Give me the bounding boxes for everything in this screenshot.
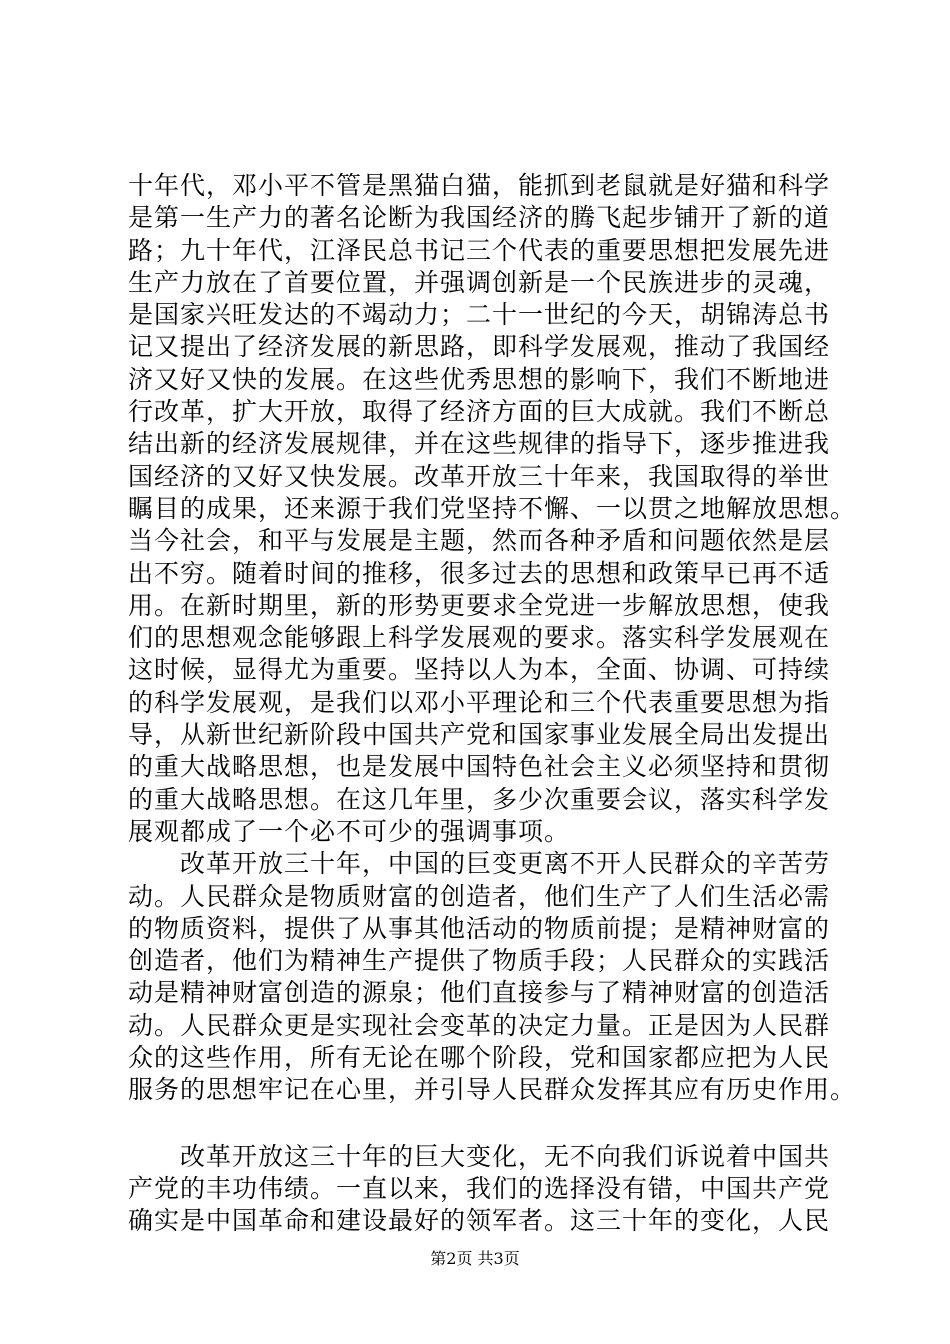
- body-text: [128, 170, 857, 1238]
- text-line: 服务的思想牢记在心里，并引导人民群众发挥其应有历史作用。: [128, 1075, 857, 1105]
- text-line: 产党的丰功伟绩。一直以来，我们的选择没有错，中国共产党: [128, 1173, 831, 1203]
- paragraph-first-line: 改革开放三十年，中国的巨变更离不开人民群众的辛苦劳: [180, 849, 831, 879]
- text-line: 行改革，扩大开放，取得了经济方面的巨大成就。我们不断总: [128, 397, 831, 427]
- text-line: 确实是中国革命和建设最好的领军者。这三十年的变化，人民: [128, 1206, 831, 1236]
- text-line: 当今社会，和平与发展是主题，然而各种矛盾和问题依然是层: [128, 526, 831, 556]
- page-footer: [0, 1246, 950, 1269]
- text-line: 路；九十年代，江泽民总书记三个代表的重要思想把发展先进: [128, 235, 831, 265]
- text-line: 们的思想观念能够跟上科学发展观的要求。落实科学发展观在: [128, 623, 831, 653]
- text-line: 动是精神财富创造的源泉；他们直接参与了精神财富的创造活: [128, 978, 831, 1008]
- text-line: 国经济的又好又快发展。改革开放三十年来，我国取得的举世: [128, 461, 831, 491]
- text-line: 导，从新世纪新阶段中国共产党和国家事业发展全局出发提出: [128, 720, 831, 750]
- page-number-label: 第2页 共3页: [430, 1249, 520, 1268]
- text-line: 众的这些作用，所有无论在哪个阶段，党和国家都应把为人民: [128, 1043, 831, 1073]
- text-line: 的物质资料，提供了从事其他活动的物质前提；是精神财富的: [128, 913, 831, 943]
- text-line: 的重大战略思想，也是发展中国特色社会主义必须坚持和贯彻: [128, 752, 831, 782]
- text-line: 是第一生产力的著名论断为我国经济的腾飞起步铺开了新的道: [128, 203, 831, 233]
- text-line: 结出新的经济发展规律，并在这些规律的指导下，逐步推进我: [128, 429, 831, 459]
- text-line: 创造者，他们为精神生产提供了物质手段；人民群众的实践活: [128, 946, 831, 976]
- paragraph-gap: [128, 1107, 840, 1141]
- text-line: 展观都成了一个必不可少的强调事项。: [128, 816, 571, 846]
- text-line: 瞩目的成果，还来源于我们党坚持不懈、一以贯之地解放思想。: [128, 493, 857, 523]
- text-line: 记又提出了经济发展的新思路，即科学发展观，推动了我国经: [128, 332, 831, 362]
- text-line: 这时候，显得尤为重要。坚持以人为本，全面、协调、可持续: [128, 655, 831, 685]
- text-line: 生产力放在了首要位置，并强调创新是一个民族进步的灵魂，: [128, 267, 831, 297]
- text-line: 济又好又快的发展。在这些优秀思想的影响下，我们不断地进: [128, 364, 831, 394]
- text-line: 出不穷。随着时间的推移，很多过去的思想和政策早已再不适: [128, 558, 831, 588]
- text-line: 的科学发展观，是我们以邓小平理论和三个代表重要思想为指: [128, 687, 831, 717]
- text-line: 动。人民群众是物质财富的创造者，他们生产了人们生活必需: [128, 881, 831, 911]
- text-line: 用。在新时期里，新的形势更要求全党进一步解放思想，使我: [128, 590, 831, 620]
- text-line: 动。人民群众更是实现社会变革的决定力量。正是因为人民群: [128, 1010, 831, 1040]
- text-line: 十年代，邓小平不管是黑猫白猫，能抓到老鼠就是好猫和科学: [128, 171, 831, 200]
- text-line: 的重大战略思想。在这几年里，多少次重要会议，落实科学发: [128, 784, 831, 814]
- paragraph-first-line: 改革开放这三十年的巨大变化，无不向我们诉说着中国共: [180, 1141, 831, 1171]
- text-line: 是国家兴旺发达的不竭动力；二十一世纪的今天，胡锦涛总书: [128, 300, 831, 330]
